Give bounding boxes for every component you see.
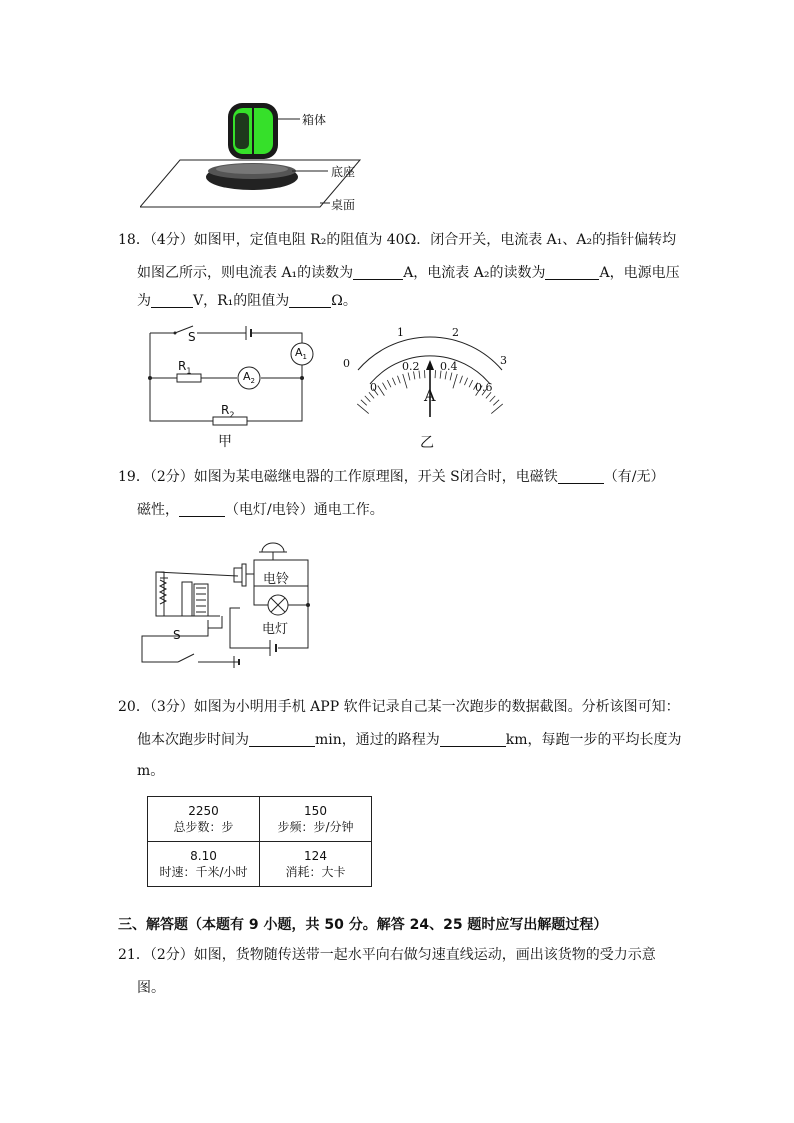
meter-tick-mark — [357, 404, 368, 414]
figure-ammeter-yi — [340, 322, 520, 432]
meter-tick-mark — [464, 378, 467, 385]
answer-blank-time[interactable] — [249, 732, 315, 747]
table-cell-calories: 124 消耗：大卡 — [260, 842, 372, 887]
q21-line2: 图。 — [137, 980, 165, 996]
meter-tick-mark — [383, 383, 387, 390]
label-r2: $R_2$ — [221, 403, 235, 420]
question-18 — [118, 225, 718, 255]
table-cell-cadence: 150 步频：步/分钟 — [260, 797, 372, 842]
meter-tick-mark — [460, 376, 463, 384]
label-lamp: 电灯 — [262, 622, 289, 637]
table-row — [148, 797, 372, 842]
label-base: 底座 — [331, 165, 356, 179]
meter-tick-mark — [490, 396, 495, 402]
label-desk: 桌面 — [331, 198, 356, 212]
meter-tick-top-3: 3 — [500, 354, 507, 367]
question-21: 21．（2分）如图，货物随传送带一起水平向右做匀速直线运动，画出该货物的受力示意 — [118, 947, 656, 963]
answer-blank-r1[interactable] — [289, 293, 331, 308]
table-cell-total-steps: 2250 总步数：步 — [148, 797, 260, 842]
meter-tick-mark — [361, 400, 367, 405]
meter-tick-bottom-0.2: 0.2 — [402, 360, 420, 373]
q19-line2: 磁性， （电灯/电铃）通电工作。 — [137, 502, 384, 518]
meter-tick-bottom-0.4: 0.4 — [440, 360, 458, 373]
label-bell: 电铃 — [263, 572, 290, 587]
meter-tick-outer-0: 0 — [343, 357, 350, 370]
meter-tick-mark — [378, 386, 385, 396]
meter-tick-mark — [491, 404, 502, 414]
meter-tick-bottom-0: 0 — [370, 381, 377, 394]
section-title: 三、解答题（本题有 9 小题，共 50 分。解答 24、25 题时应写出解题过程） — [118, 917, 608, 933]
meter-tick-bottom-0.6: 0.6 — [475, 381, 493, 394]
question-20: 20．（3分）如图为小明用手机 APP 软件记录自己某一次跑步的数据截图。分析该图可知： — [118, 699, 680, 715]
q20-line3: m。 — [137, 763, 165, 779]
label-box: 箱体 — [302, 113, 327, 127]
question-19: 19．（2分）如图为某电磁继电器的工作原理图，开关 S闭合时，电磁铁 （有/无） — [118, 469, 665, 485]
figure-relay — [138, 538, 318, 670]
q18-line3: 为 V，R₁的阻值为 Ω。 — [137, 293, 357, 309]
caption-yi: 乙 — [420, 435, 434, 451]
meter-tick-mark — [469, 380, 473, 387]
table-row — [148, 842, 372, 887]
ammeter-a1: $A_1$ — [295, 346, 307, 362]
answer-blank-device[interactable] — [179, 502, 225, 517]
answer-blank-a1[interactable] — [353, 265, 403, 280]
meter-tick-mark — [493, 400, 499, 405]
table-cell-speed: 8.10 时速：千米/小时 — [148, 842, 260, 887]
running-data-table — [147, 796, 372, 887]
q18-line1: 18．（4分）如图甲，定值电阻 R₂的阻值为 40Ω．闭合开关，电流表 A₁、A₂的指针偏转均 — [118, 232, 677, 248]
caption-jia: 甲 — [218, 434, 232, 450]
meter-tick-mark — [365, 396, 370, 402]
label-relay-switch: S — [173, 628, 181, 642]
meter-tick-mark — [453, 374, 457, 388]
meter-tick-top-1: 1 — [397, 326, 404, 339]
meter-tick-mark — [408, 373, 410, 381]
q20-line2: 他本次跑步时间为 min，通过的路程为 km，每跑一步的平均长度为 — [137, 732, 682, 748]
ammeter-a2: $A_2$ — [243, 370, 255, 386]
answer-blank-magnetism[interactable] — [558, 469, 604, 484]
meter-tick-top-2: 2 — [452, 326, 459, 339]
answer-blank-distance[interactable] — [440, 732, 506, 747]
meter-tick-mark — [392, 378, 395, 385]
answer-blank-voltage[interactable] — [151, 293, 193, 308]
meter-tick-mark — [387, 380, 391, 387]
answer-blank-a2[interactable] — [545, 265, 599, 280]
meter-tick-mark — [403, 374, 407, 388]
q18-line2: 如图乙所示，则电流表 A₁的读数为 A，电流表 A₂的读数为 A，电源电压 — [137, 265, 680, 281]
label-switch-s: S — [188, 330, 196, 344]
meter-tick-mark — [450, 373, 452, 381]
label-r1: $R_1$ — [178, 359, 192, 376]
meter-unit: A — [424, 386, 436, 405]
meter-tick-mark — [398, 376, 401, 384]
